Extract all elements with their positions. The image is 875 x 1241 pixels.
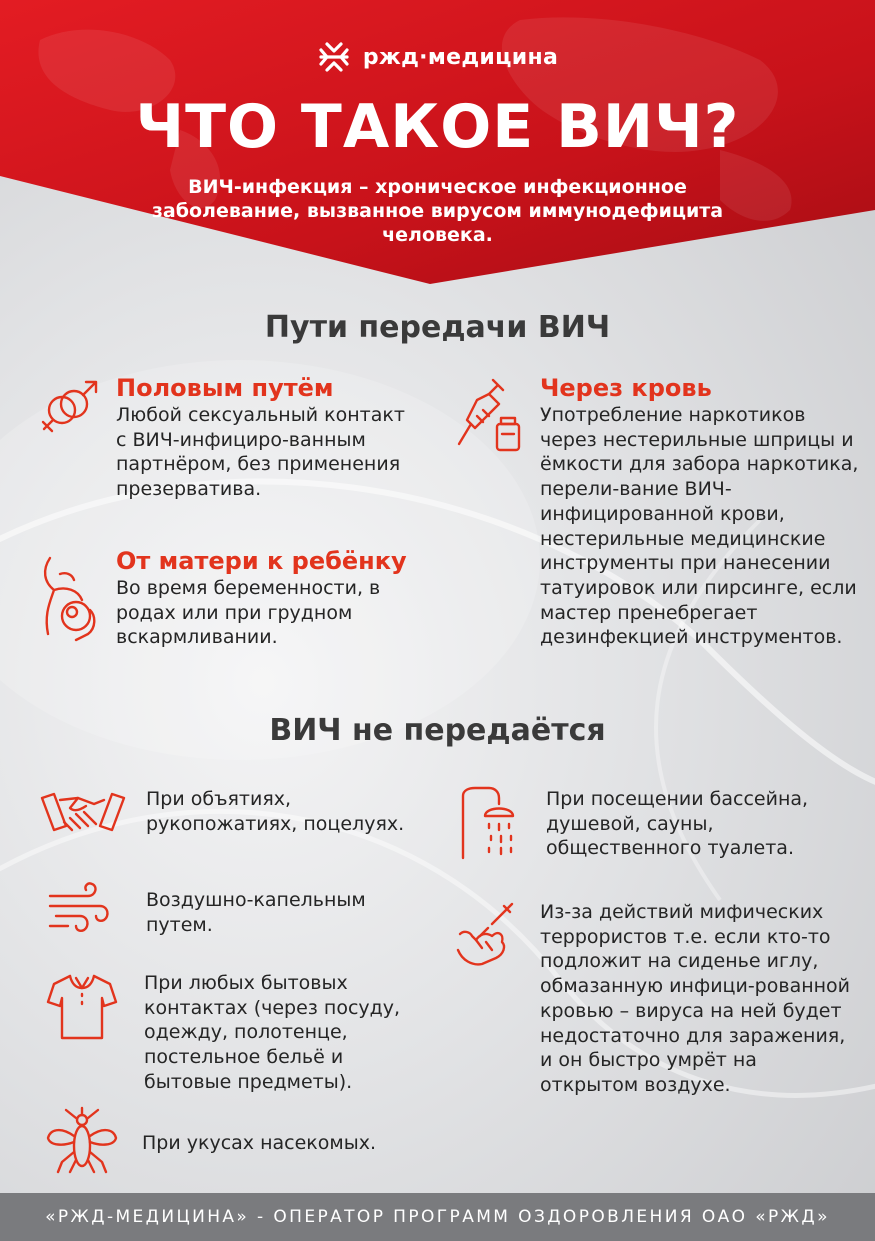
mosquito-text: При укусах насекомых. [142,1132,376,1154]
shirt-icon [46,972,118,1042]
mother-child-heading: От матери к ребёнку [116,547,407,575]
footer [0,1193,875,1241]
handshake-icon [38,786,128,842]
blood-heading: Через кровь [540,374,712,402]
page-title: ЧТО ТАКОЕ ВИЧ? [135,92,740,162]
hand-needle-icon [452,900,518,970]
page-subtitle: ВИЧ-инфекция – хроническое инфекционное заболевание, вызванное вирусом иммунодефицита человека. [151,176,724,246]
blood-text: Употребление наркотиков через нестерильные шприцы и ёмкости для забора наркотика, перели-вание ВИЧ-инфицированной крови, нестерильные медицинские инструменты при нанесении татуировок или пирсинге, если мастер пренебрегает дезинфекцией инструментов. [540,404,859,649]
wind-text: Воздушно-капельным путем. [146,889,366,936]
syringe-vial-icon [453,374,525,456]
wind-icon [46,880,112,936]
handshake-text: При объятиях, рукопожатиях, поцелуях. [146,788,405,835]
shower-icon [455,786,517,860]
brand-name: ржд·медицина [362,44,559,70]
shirt-text: При любых бытовых контактах (через посуду, одежду, полотенце, постельное бельё и бытовые предметы). [144,972,401,1093]
rzd-logo-icon [317,40,351,74]
hand-needle-text: Из-за действий мифических террористов т.е. если кто-то подложит на сиденье иглу, обмазанную инфици-рованной кровью – вируса на ней будет недостаточно для заражения, и он быстро умрёт на открытом воздухе. [540,901,851,1096]
mother-child-icon [36,550,106,642]
gender-symbols-icon [36,374,106,446]
footer-text: «РЖД-МЕДИЦИНА» - ОПЕРАТОР ПРОГРАММ ОЗДОРОВЛЕНИЯ ОАО «РЖД» [45,1207,830,1227]
brand-logo [0,40,875,74]
transmission-section-title: Пути передачи ВИЧ [264,310,611,345]
mother-child-text: Во время беременности, в родах или при грудном вскармливании. [116,577,381,649]
mosquito-icon [44,1106,120,1176]
shower-text: При посещении бассейна, душевой, сауны, общественного туалета. [546,788,809,860]
sexual-text: Любой сексуальный контакт с ВИЧ-инфициро-ванным партнёром, без применения презерватива. [116,404,405,501]
sexual-heading: Половым путём [116,374,334,402]
not-transmitted-section-title: ВИЧ не передаётся [269,713,606,748]
